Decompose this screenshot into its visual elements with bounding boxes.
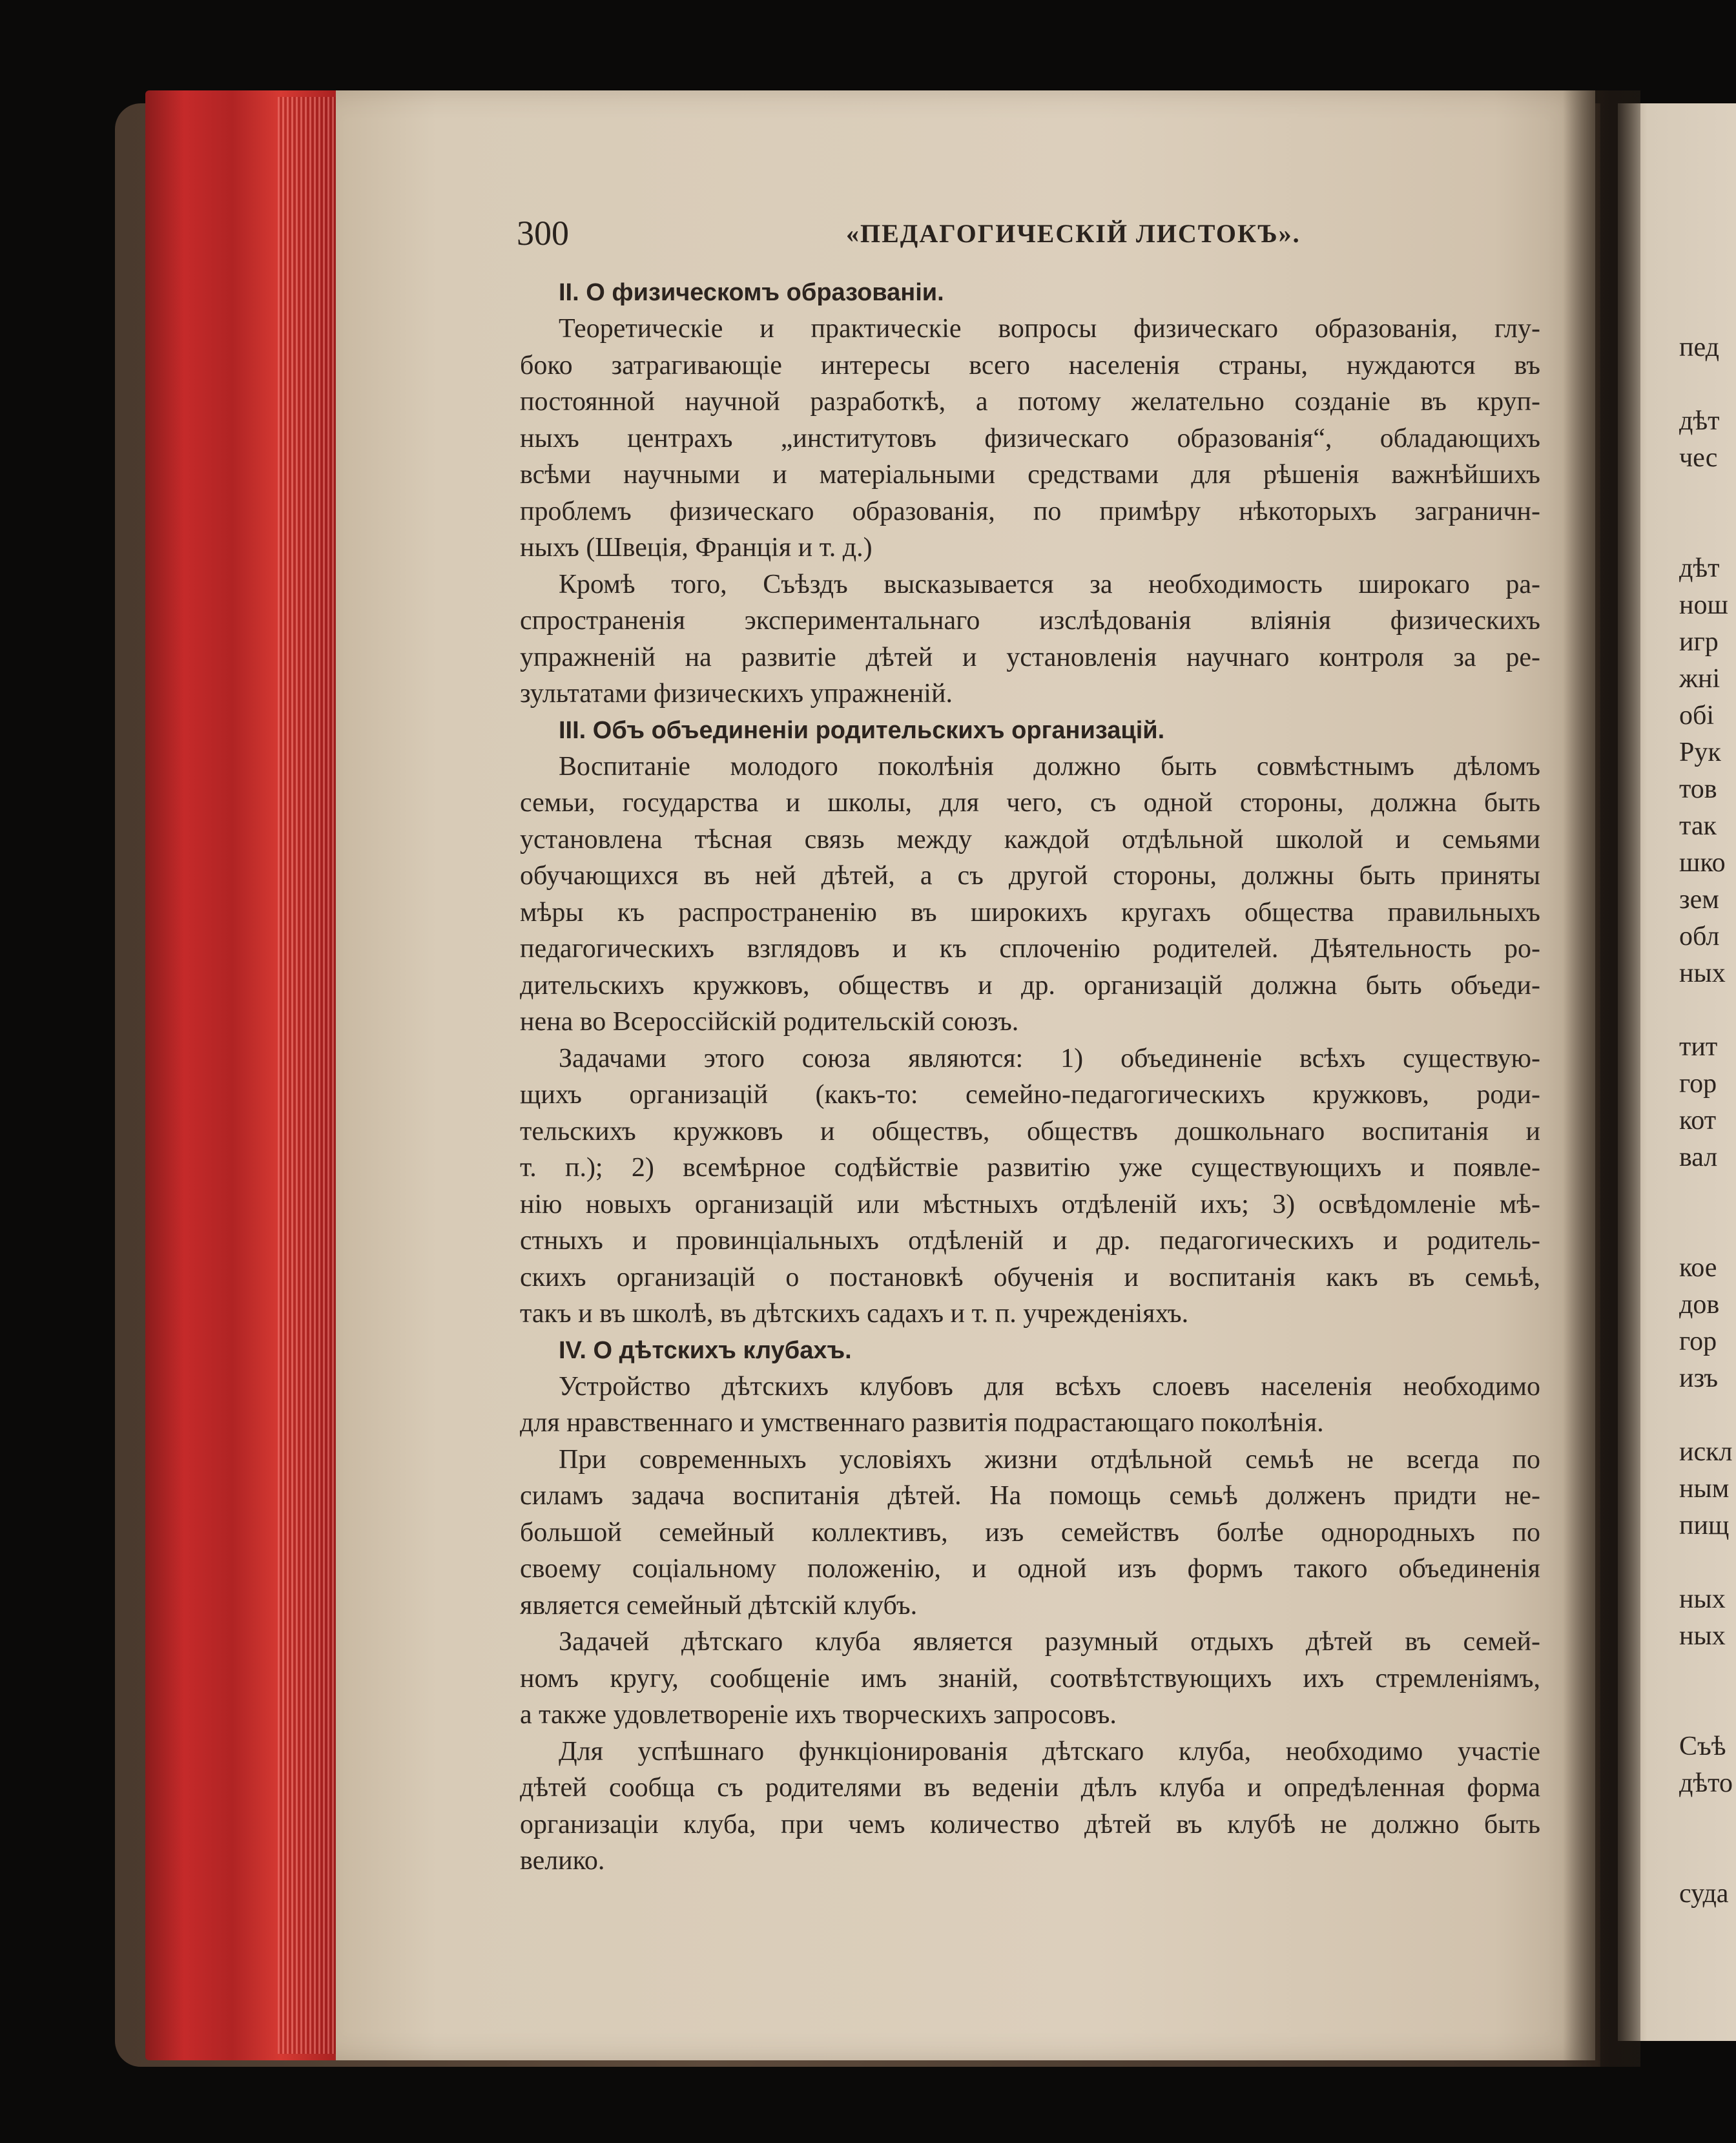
right-page-fragment: кот — [1679, 1106, 1717, 1135]
text-line: номъ кругу, сообщеніе имъ знаній, соотвѣтствующихъ ихъ стремленіямъ, — [520, 1663, 1540, 1693]
text-line: всѣми научными и матеріальными средствами для рѣшенія важнѣйшихъ — [520, 460, 1540, 490]
right-page-fragment: тит — [1679, 1032, 1718, 1062]
text-line: дительскихъ кружковъ, обществъ и др. организацій должна быть объеди- — [520, 970, 1540, 1000]
text-line: а также удовлетвореніе ихъ творческихъ запросовъ. — [520, 1700, 1117, 1730]
right-page-fragment: дѣт — [1679, 406, 1720, 436]
text-line: такъ и въ школѣ, въ дѣтскихъ садахъ и т. п. учрежденіяхъ. — [520, 1299, 1189, 1329]
text-line: Для успѣшнаго функціонированія дѣтскаго клуба, необходимо участіе — [559, 1736, 1540, 1766]
text-line: Воспитаніе молодого поколѣнія должно быть совмѣстнымъ дѣломъ — [559, 751, 1540, 782]
text-line: педагогическихъ взглядовъ и къ сплоченію родителей. Дѣятельность ро- — [520, 934, 1540, 964]
right-page-fragment: пищ — [1679, 1511, 1730, 1540]
text-line: семьи, государства и школы, для чего, съ одной стороны, должна быть — [520, 788, 1540, 818]
right-page-fragment: Рук — [1679, 738, 1721, 767]
right-page-fragment: дѣт — [1679, 554, 1720, 583]
right-page-fragment: так — [1679, 811, 1717, 841]
text-line: Теоретическіе и практическіе вопросы физическаго образованія, глу- — [559, 314, 1540, 344]
right-page-fragment: обл — [1679, 922, 1720, 951]
text-line: Задачей дѣтскаго клуба является разумный отдыхъ дѣтей въ семей- — [559, 1627, 1540, 1657]
text-line: нена во Всероссійскій родительскій союзъ. — [520, 1007, 1019, 1037]
text-line: т. п.); 2) всемѣрное содѣйствіе развитію уже существующихъ и появле- — [520, 1153, 1540, 1183]
text-line: тельскихъ кружковъ и обществъ, обществъ дошкольнаго воспитанія и — [520, 1116, 1540, 1146]
paragraph — [520, 566, 1540, 712]
right-page-fragment: дов — [1679, 1290, 1720, 1320]
text-line: мѣры къ распространенію въ широкихъ кругахъ общества правильныхъ — [520, 897, 1540, 927]
right-page-fragment — [1679, 366, 1733, 403]
right-page-fragment: обі — [1679, 701, 1715, 730]
text-line: проблемъ физическаго образованія, по примѣру нѣкоторыхъ заграничн- — [520, 496, 1540, 526]
text-line: скихъ организацій о постановкѣ обученія и воспитанія какъ въ семьѣ, — [520, 1262, 1540, 1292]
right-page-fragment: гор — [1679, 1069, 1717, 1099]
right-page-fragment: жні — [1679, 664, 1720, 694]
right-page-fragment: шко — [1679, 848, 1726, 878]
text-line: Задачами этого союза являются: 1) объединеніе всѣхъ существую- — [559, 1043, 1540, 1073]
right-page-fragment: кое — [1679, 1253, 1717, 1283]
text-line: велико. — [520, 1846, 605, 1876]
section-heading: II. О физическомъ образованіи. — [559, 279, 944, 306]
section-heading: III. Объ объединеніи родительскихъ организацій. — [559, 716, 1165, 744]
right-page-fragment — [1679, 1544, 1733, 1581]
text-line: является семейный дѣтскій клубъ. — [520, 1590, 918, 1620]
page-body — [520, 274, 1540, 1879]
text-line: стныхъ и провинціальныхъ отдѣленій и др. педагогическихъ и родитель- — [520, 1226, 1540, 1256]
right-page-fragment: нош — [1679, 590, 1728, 620]
right-page-fragment: ных — [1679, 958, 1726, 988]
text-line: силамъ задача воспитанія дѣтей. На помощь семьѣ долженъ придти не- — [520, 1481, 1540, 1511]
text-line: спространенія экспериментальнаго изслѣдованія вліянія физическихъ — [520, 606, 1540, 636]
paragraph — [520, 1040, 1540, 1332]
book-gutter — [1563, 90, 1640, 2067]
text-line: для нравственнаго и умственнаго развитія подрастающаго поколѣнія. — [520, 1408, 1324, 1438]
right-page-fragment — [1679, 1692, 1733, 1728]
text-line: боко затрагивающіе интересы всего населенія страны, нуждаются въ — [520, 350, 1540, 380]
text-line: ныхъ центрахъ „институтовъ физическаго образованія“, обладающихъ — [520, 423, 1540, 453]
text-line: установлена тѣсная связь между каждой отдѣльной школой и семьями — [520, 824, 1540, 854]
text-line: ныхъ (Швеція, Франція и т. д.) — [520, 533, 873, 563]
text-line: зультатами физическихъ упражненій. — [520, 679, 953, 709]
right-page-fragment — [1679, 992, 1733, 1029]
paragraph — [520, 1442, 1540, 1624]
text-line: Кромѣ того, Съѣздъ высказывается за необходимость широкаго ра- — [559, 569, 1540, 599]
right-page-fragment: ных — [1679, 1584, 1726, 1614]
right-page-fragment: чес — [1679, 443, 1718, 473]
paragraph — [520, 1624, 1540, 1734]
right-page-fragment: изъ — [1679, 1363, 1719, 1393]
section-heading: IV. О дѣтскихъ клубахъ. — [559, 1336, 852, 1364]
right-page-fragment: ным — [1679, 1474, 1730, 1504]
text-line: нію новыхъ организацій или мѣстныхъ отдѣленій ихъ; 3) освѣдомленіе мѣ- — [520, 1189, 1540, 1219]
text-line: своему соціальному положенію, и одной изъ формъ такого объединенія — [520, 1554, 1540, 1584]
paragraph — [520, 749, 1540, 1040]
right-page-fragment — [1679, 1213, 1733, 1250]
text-line: При современныхъ условіяхъ жизни отдѣльной семьѣ не всегда по — [559, 1444, 1540, 1475]
right-page-fragment — [1679, 513, 1733, 550]
text-line: постоянной научной разработкѣ, а потому желательно созданіе въ круп- — [520, 387, 1540, 417]
right-page-fragment — [1679, 1655, 1733, 1692]
text-line: организаціи клуба, при чемъ количество дѣтей въ клубѣ не должно быть — [520, 1809, 1540, 1839]
paragraph — [520, 311, 1540, 566]
text-line: упражненій на развитіе дѣтей и установленія научнаго контроля за ре- — [520, 642, 1540, 672]
right-page-fragment: зем — [1679, 885, 1719, 915]
right-page-fragment: ных — [1679, 1621, 1726, 1651]
right-page-fragment: дѣто — [1679, 1768, 1733, 1798]
text-line: Устройство дѣтскихъ клубовъ для всѣхъ слоевъ населенія необходимо — [559, 1371, 1540, 1402]
page-number: 300 — [517, 214, 569, 253]
paragraph — [520, 1734, 1540, 1879]
text-line: дѣтей сообща съ родителями въ веденіи дѣлъ клуба и опредѣленная форма — [520, 1773, 1540, 1803]
right-page-fragment: Съѣ — [1679, 1732, 1726, 1761]
right-page-fragment — [1679, 1397, 1733, 1434]
right-page-fragment — [1679, 1802, 1733, 1839]
right-page-fragment: гор — [1679, 1327, 1717, 1356]
page-edge-texture — [278, 97, 336, 2054]
right-page-fragment — [1679, 1176, 1733, 1213]
right-page-fragment: тов — [1679, 774, 1717, 804]
right-page-text — [1679, 329, 1733, 1912]
right-page-fragment — [1679, 1839, 1733, 1876]
paragraph — [520, 1369, 1540, 1442]
right-page-fragment: пед — [1679, 333, 1719, 362]
right-page-fragment: суда — [1679, 1879, 1729, 1909]
running-head: «ПЕДАГОГИЧЕСКІЙ ЛИСТОКЪ». — [846, 219, 1301, 248]
text-line: большой семейный коллективъ, изъ семействъ болѣе однородныхъ по — [520, 1517, 1540, 1548]
text-line: обучающихся въ ней дѣтей, а съ другой стороны, должны быть приняты — [520, 861, 1540, 891]
right-page-fragment: вал — [1679, 1143, 1718, 1172]
page-header — [517, 213, 1537, 258]
right-page-fragment: игр — [1679, 627, 1719, 657]
text-line: щихъ организацій (какъ-то: семейно-педагогическихъ кружковъ, роди- — [520, 1080, 1540, 1110]
right-page-fragment: искл — [1679, 1437, 1733, 1467]
right-page-fragment — [1679, 477, 1733, 513]
